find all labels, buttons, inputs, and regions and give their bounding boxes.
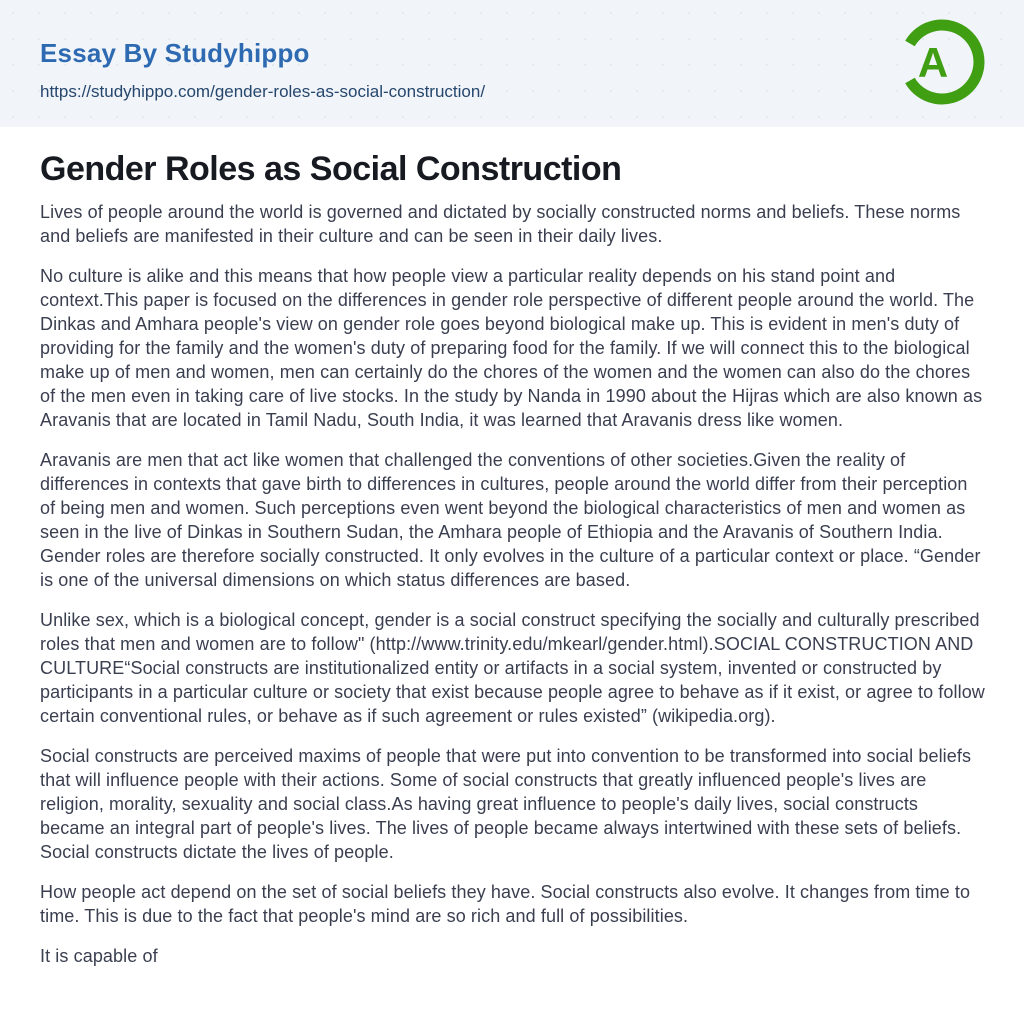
essay-byline: Essay By Studyhippo — [40, 38, 310, 68]
header-text-block — [40, 40, 485, 100]
article-paragraph: It is capable of — [40, 945, 158, 966]
article-paragraph: Aravanis are men that act like women that challenged the conventions of other societies.Given the reality of differences in contexts that gave birth to differences in cultures, people around the world differ from their perception of being men and women. Such perceptions even went beyond the biological characteristics of men and women as seen in the live of Dinkas in Southern Sudan, the Amhara people of Ethiopia and the Aravanis of Southern India. Gender roles are therefore socially constructed. It only evolves in the culture of a particular context or place. “Gender is one of the universal dimensions on which status differences are based. — [40, 449, 981, 590]
article-paragraph: Lives of people around the world is governed and dictated by socially constructed norms and beliefs. These norms and beliefs are manifested in their culture and can be seen in their daily lives. — [40, 201, 961, 246]
logo-letter: A — [917, 39, 949, 86]
essay-article — [0, 148, 1024, 968]
article-paragraph: Unlike sex, which is a biological concept, gender is a social construct specifying the socially and culturally prescribed roles that men and women are to follow" (http://www.trinity.edu/mkearl/gender.html).SOCIAL CONSTRUCTION AND CULTURE“Social constructs are institutionalized entity or artifacts in a social system, invented or constructed by participants in a particular culture or society that exist because people agree to behave as if it exist, or agree to follow certain conventional rules, or behave as if such agreement or rules existed” (wikipedia.org). — [40, 609, 985, 726]
article-title: Gender Roles as Social Construction — [40, 150, 622, 188]
studyhippo-logo-icon — [894, 14, 990, 110]
article-paragraph: No culture is alike and this means that how people view a particular reality depends on his stand point and context.This paper is focused on the differences in gender role perspective of different people around the world. The Dinkas and Amhara people's view on gender role goes beyond biological make up. This is evident in men's duty of providing for the family and the women's duty of preparing food for the family. If we will connect this to the biological make up of men and women, men can certainly do the chores of the women and the women can also do the chores of the men even in taking care of live stocks. In the study by Nanda in 1990 about the Hijras which are also known as Aravanis that are located in Tamil Nadu, South India, it was learned that Aravanis dress like women. — [40, 265, 983, 430]
article-paragraph: Social constructs are perceived maxims of people that were put into convention to be transformed into social beliefs that will influence people with their actions. Some of social constructs that greatly influenced people's lives are religion, morality, sexuality and social class.As having great influence to people's daily lives, social constructs became an integral part of people's lives. The lives of people became always intertwined with these sets of beliefs. Social constructs dictate the lives of people. — [40, 745, 972, 862]
article-paragraph: How people act depend on the set of social beliefs they have. Social constructs also evolve. It changes from time to time. This is due to the fact that people's mind are so rich and full of possibilities. — [40, 881, 971, 926]
page-header — [0, 0, 1024, 127]
source-url-link[interactable]: https://studyhippo.com/gender-roles-as-social-construction/ — [40, 82, 486, 101]
